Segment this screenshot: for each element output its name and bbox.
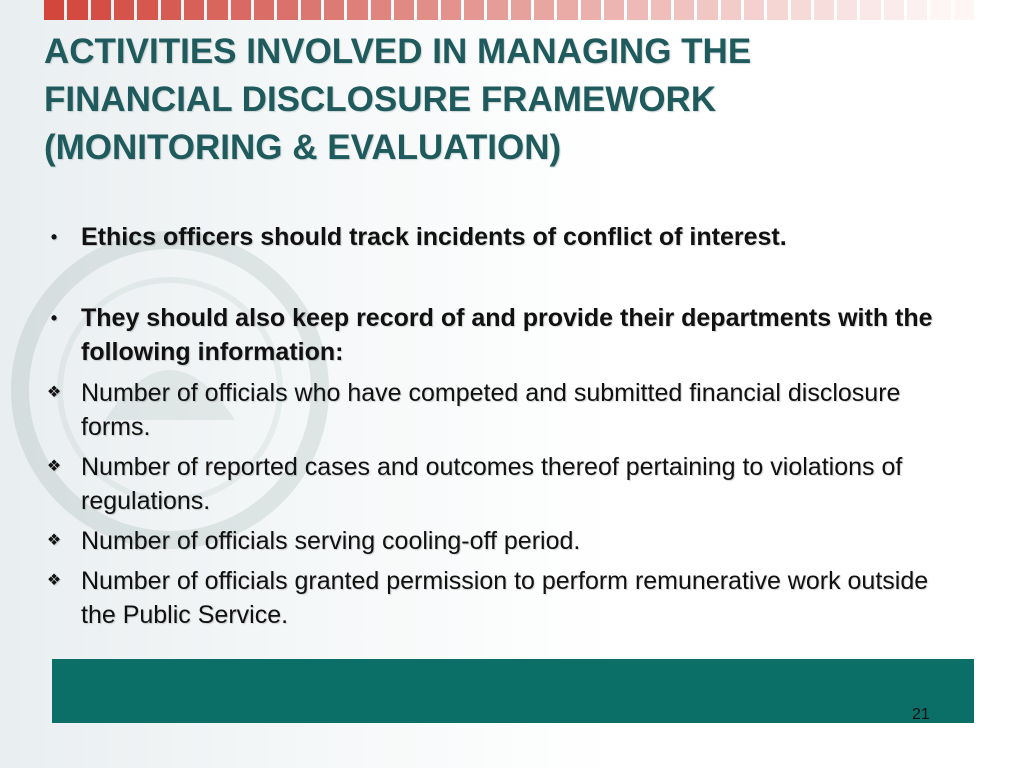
band-segment bbox=[417, 0, 437, 20]
band-segment bbox=[207, 0, 227, 20]
band-segment bbox=[627, 0, 647, 20]
band-segment bbox=[860, 0, 880, 20]
band-segment bbox=[114, 0, 134, 20]
bullet-text: Number of officials who have competed and submitted financial disclosure forms. bbox=[81, 379, 901, 441]
band-segment bbox=[837, 0, 857, 20]
bullet-text: Number of officials serving cooling-off period. bbox=[81, 527, 581, 555]
band-segment bbox=[231, 0, 251, 20]
bullet-list bbox=[44, 220, 954, 632]
title-line: ACTIVITIES INVOLVED IN MANAGING THE bbox=[44, 32, 752, 71]
diamond-bullet-icon: ❖ bbox=[46, 384, 62, 401]
band-segment bbox=[674, 0, 694, 20]
band-segment bbox=[581, 0, 601, 20]
band-segment bbox=[511, 0, 531, 20]
diamond-bullet-icon: ❖ bbox=[46, 458, 62, 475]
sub-bullet-item bbox=[44, 564, 954, 632]
band-segment bbox=[651, 0, 671, 20]
band-segment bbox=[301, 0, 321, 20]
band-segment bbox=[697, 0, 717, 20]
slide-title bbox=[44, 28, 944, 172]
sub-bullet-item bbox=[44, 450, 954, 518]
diamond-bullet-icon: ❖ bbox=[46, 532, 62, 549]
page-number: 21 bbox=[912, 706, 930, 723]
bullet-text: Ethics officers should track incidents of conflict of interest. bbox=[81, 223, 787, 251]
band-segment bbox=[394, 0, 414, 20]
band-segment bbox=[324, 0, 344, 20]
band-segment bbox=[67, 0, 87, 20]
band-segment bbox=[930, 0, 950, 20]
band-segment bbox=[907, 0, 927, 20]
band-segment bbox=[91, 0, 111, 20]
title-line: FINANCIAL DISCLOSURE FRAMEWORK bbox=[44, 80, 717, 119]
band-segment bbox=[604, 0, 624, 20]
band-segment bbox=[371, 0, 391, 20]
band-segment bbox=[161, 0, 181, 20]
bullet-text: Number of reported cases and outcomes thereof pertaining to violations of regulations. bbox=[81, 453, 903, 515]
decorative-top-band bbox=[44, 0, 974, 20]
band-segment bbox=[814, 0, 834, 20]
band-segment bbox=[277, 0, 297, 20]
bullet-dot-icon: • bbox=[50, 308, 58, 328]
band-segment bbox=[137, 0, 157, 20]
bullet-text: Number of officials granted permission to perform remunerative work outside the Public Service. bbox=[81, 567, 929, 629]
band-segment bbox=[254, 0, 274, 20]
band-segment bbox=[791, 0, 811, 20]
band-segment bbox=[884, 0, 904, 20]
bullet-dot-icon: • bbox=[50, 227, 58, 247]
band-segment bbox=[767, 0, 787, 20]
band-segment bbox=[464, 0, 484, 20]
band-segment bbox=[721, 0, 741, 20]
band-segment bbox=[441, 0, 461, 20]
band-segment bbox=[487, 0, 507, 20]
band-segment bbox=[744, 0, 764, 20]
band-segment bbox=[184, 0, 204, 20]
sub-bullet-item bbox=[44, 524, 954, 558]
band-segment bbox=[347, 0, 367, 20]
band-segment bbox=[44, 0, 64, 20]
band-segment bbox=[557, 0, 577, 20]
title-line: (MONITORING & EVALUATION) bbox=[44, 128, 562, 167]
band-segment bbox=[954, 0, 974, 20]
bullet-item bbox=[44, 220, 954, 254]
band-segment bbox=[534, 0, 554, 20]
diamond-bullet-icon: ❖ bbox=[46, 572, 62, 589]
bullet-text: They should also keep record of and provide their departments with the following information: bbox=[81, 304, 933, 366]
sub-bullet-item bbox=[44, 376, 954, 444]
footer-band bbox=[52, 659, 974, 723]
bullet-item bbox=[44, 301, 954, 369]
